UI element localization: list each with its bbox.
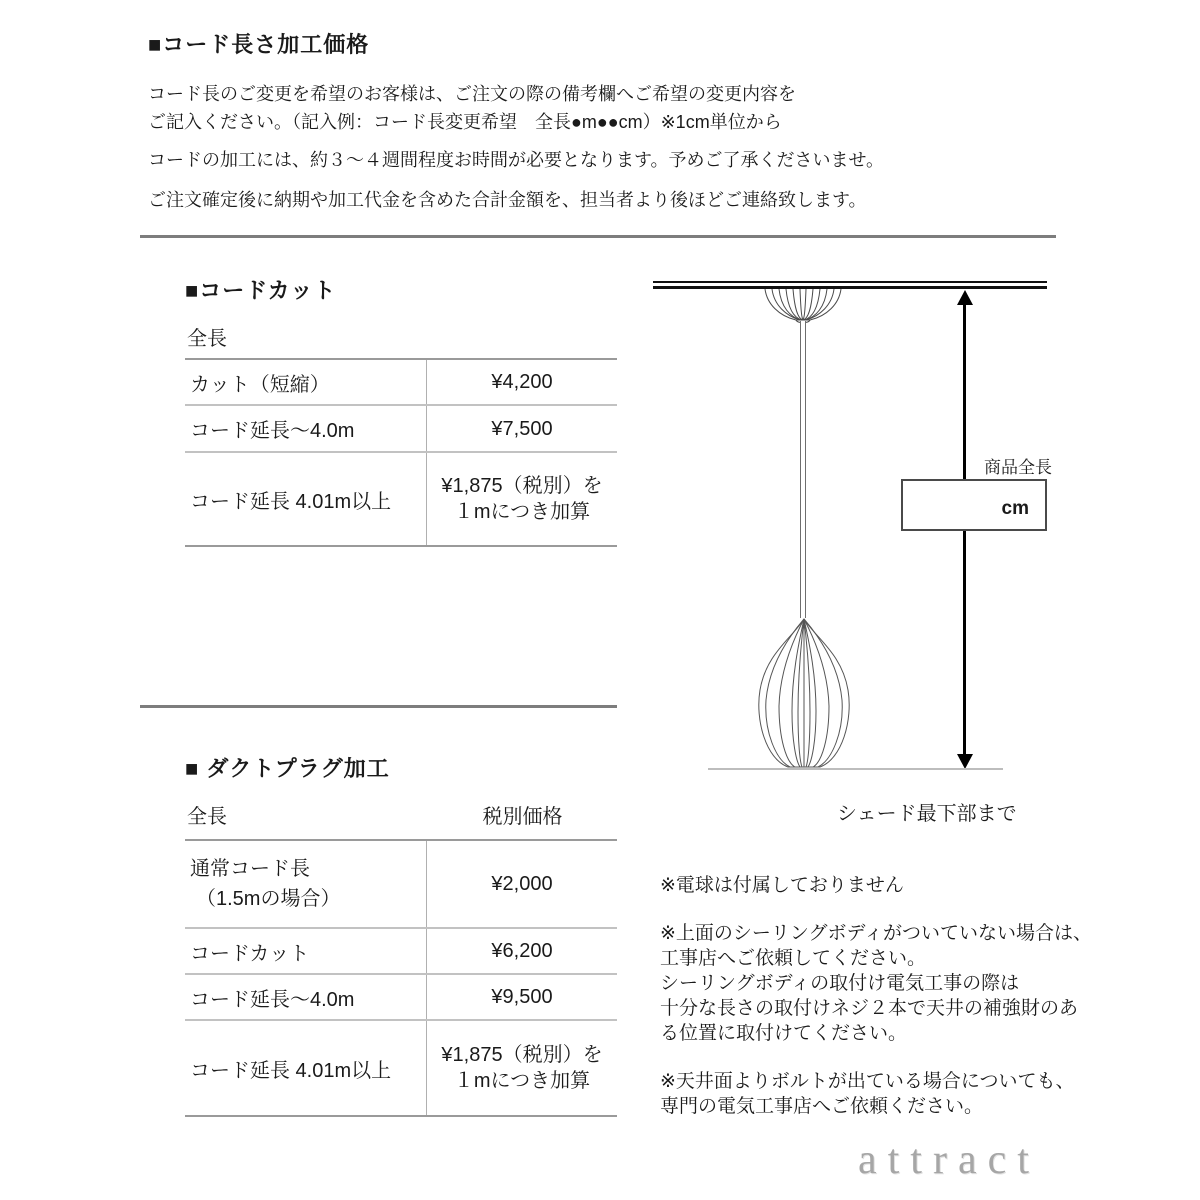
ceiling-canopy-drawing bbox=[764, 289, 842, 323]
note-line: ※上面のシーリングボディがついていない場合は、 bbox=[660, 923, 1093, 944]
cell-text: コード延長～4.0m bbox=[190, 420, 355, 442]
cell-text: ¥7,500 bbox=[491, 417, 553, 440]
table-row bbox=[185, 975, 617, 1021]
measure-arrow-head-down bbox=[957, 754, 973, 769]
note-line: シーリングボディの取付け電気工事の際は bbox=[660, 973, 1020, 994]
table-row bbox=[185, 406, 617, 453]
cell-text: コードカット bbox=[190, 942, 310, 965]
row-label bbox=[185, 360, 427, 404]
row-price bbox=[427, 929, 617, 973]
cell-text: ¥4,200 bbox=[491, 371, 553, 393]
horizontal-divider-middle bbox=[140, 705, 617, 708]
leadtime-paragraph: コードの加工には、約３～４週間程度お時間が必要となります。予めご了承くださいませ。 bbox=[148, 150, 885, 170]
note-line: 工事店へご依頼してください。 bbox=[660, 948, 927, 969]
note-line: る位置に取付けてください。 bbox=[660, 1023, 908, 1044]
product-length-label: 商品全長 bbox=[984, 458, 1052, 477]
row-price bbox=[427, 975, 617, 1019]
cord-cut-section-title: ■コードカット bbox=[185, 278, 337, 303]
cell-text-line1: 通常コード長 bbox=[190, 858, 310, 880]
attract-logo: attract bbox=[858, 1137, 1040, 1183]
cell-text: ¥9,500 bbox=[491, 986, 553, 1008]
row-price bbox=[427, 406, 617, 451]
cell-text-line2: （1.5mの場合） bbox=[196, 888, 341, 910]
row-label bbox=[185, 406, 427, 451]
ceiling-line-top bbox=[653, 281, 1047, 283]
cell-text-line2: １mにつき加算 bbox=[453, 1070, 591, 1092]
cell-text: コード延長～4.0m bbox=[190, 988, 355, 1011]
intro-paragraph-line1: コード長のご変更を希望のお客様は、ご注文の際の備考欄へご希望の変更内容を bbox=[148, 84, 796, 104]
row-price bbox=[427, 360, 617, 404]
note-bolt bbox=[660, 1069, 1075, 1119]
cell-text-line1: ¥1,875（税別）を bbox=[441, 475, 603, 497]
table-row bbox=[185, 453, 617, 545]
row-label bbox=[185, 841, 427, 927]
table-row bbox=[185, 841, 617, 929]
row-price bbox=[427, 453, 617, 545]
pendant-cord bbox=[800, 321, 806, 618]
measure-to-label: シェード最下部まで bbox=[837, 803, 1017, 825]
length-value-box bbox=[901, 479, 1047, 531]
ceiling-line-bottom bbox=[653, 286, 1047, 289]
intro-paragraph-line2: ご記入ください。（記入例：コード長変更希望 全長●m●●cm）※1cm単位から bbox=[148, 112, 782, 132]
cell-text: ¥2,000 bbox=[491, 873, 553, 895]
row-label bbox=[185, 1021, 427, 1115]
row-label bbox=[185, 929, 427, 973]
duct-plug-section-title: ■ ダクトプラグ加工 bbox=[185, 756, 390, 781]
cell-text: コード延長 4.01m以上 bbox=[190, 490, 392, 513]
note-ceiling-body bbox=[660, 921, 1092, 1046]
unit-label: cm bbox=[1001, 498, 1029, 519]
cell-text: コード延長 4.01m以上 bbox=[190, 1059, 392, 1082]
note-bulb: ※電球は付属しておりません bbox=[660, 875, 904, 896]
cord-cut-table bbox=[185, 358, 617, 547]
duct-plug-table bbox=[185, 839, 617, 1117]
duct-plug-column-header-right: 税別価格 bbox=[482, 806, 563, 828]
table-row bbox=[185, 360, 617, 406]
duct-plug-column-header-left: 全長 bbox=[187, 806, 227, 828]
table-row bbox=[185, 929, 617, 975]
horizontal-divider-top bbox=[140, 235, 1056, 238]
table-row bbox=[185, 1021, 617, 1115]
row-label bbox=[185, 453, 427, 545]
cell-text-line1: ¥1,875（税別）を bbox=[441, 1044, 603, 1066]
note-line: 十分な長さの取付けネジ２本で天井の補強財のあ bbox=[660, 998, 1079, 1019]
row-label bbox=[185, 975, 427, 1019]
lamp-shade-drawing bbox=[752, 616, 856, 770]
cell-text-line2: １mにつき加算 bbox=[453, 501, 591, 523]
cell-text: ¥6,200 bbox=[491, 940, 553, 962]
contact-paragraph: ご注文確定後に納期や加工代金を含めた合計金額を、担当者より後ほどご連絡致します。 bbox=[148, 190, 867, 210]
cord-cut-column-header: 全長 bbox=[187, 328, 227, 350]
page-title: ■コード長さ加工価格 bbox=[148, 32, 370, 57]
note-line: ※天井面よりボルトが出ている場合についても、 bbox=[660, 1071, 1075, 1092]
floor-line bbox=[708, 768, 1003, 770]
note-line: 専門の電気工事店へご依頼ください。 bbox=[660, 1096, 984, 1117]
row-price bbox=[427, 1021, 617, 1115]
row-price bbox=[427, 841, 617, 927]
cell-text: カット（短縮） bbox=[190, 373, 330, 396]
